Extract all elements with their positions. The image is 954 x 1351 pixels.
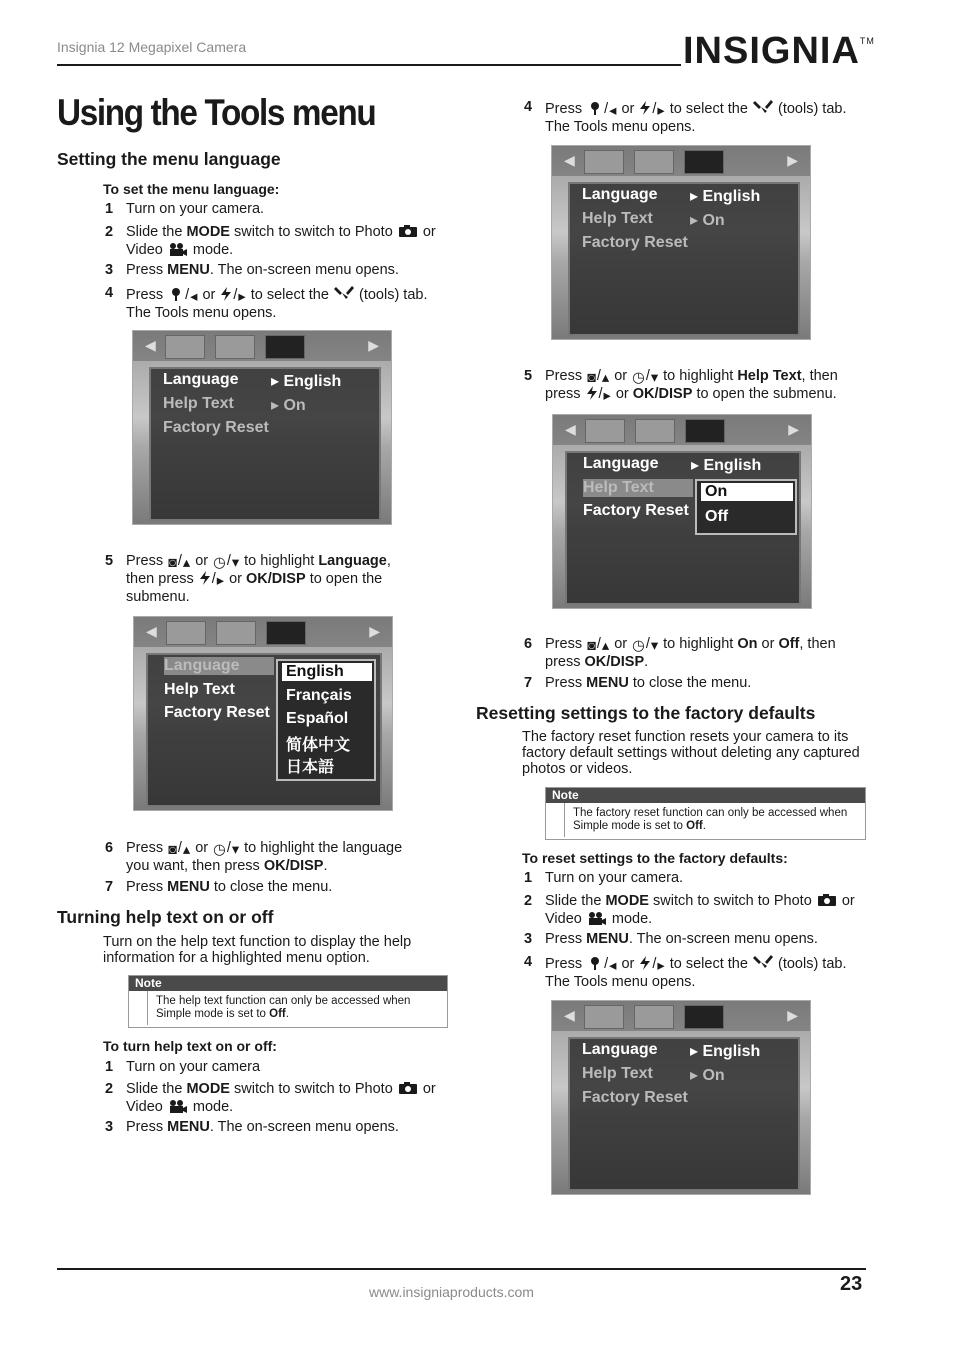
note-heading: Note <box>129 976 447 991</box>
flash-icon <box>220 287 232 305</box>
step-1: 1 Turn on your camera. <box>105 201 265 217</box>
down-arrow-icon: ▾ <box>650 370 659 386</box>
insignia-logo: INSIGNIA™ <box>683 30 875 72</box>
up-arrow-icon: ▴ <box>182 555 191 571</box>
flash-icon <box>639 101 651 119</box>
tools-icon <box>334 285 354 305</box>
video-icon <box>587 911 607 929</box>
flash-icon <box>199 571 211 589</box>
procedure-label-reset: To reset settings to the factory defaults: <box>522 850 788 866</box>
flower-icon <box>168 287 184 305</box>
portrait-icon: ◙ <box>168 842 177 858</box>
factory-reset-intro: The factory reset function resets your camera to its factory default settings without deleting any captured photos or videos. <box>522 729 860 777</box>
footer-rule <box>57 1268 866 1270</box>
help-step-7: 7 Press MENU to close the menu. <box>524 675 752 691</box>
help-step-5: 5 Press ◙/▴ or ◷/▾ to highlight Help Text, then press /▸ or OK/DISP to open the submenu. <box>524 368 838 404</box>
section-heading-factory-reset: Resetting settings to the factory defaults <box>476 703 816 723</box>
camera-icon <box>817 893 837 911</box>
step-5: 5 Press ◙/▴ or ◷/▾ to highlight Language, then press /▸ or OK/DISP to open the submenu. <box>105 553 391 605</box>
procedure-label-language: To set the menu language: <box>103 181 280 197</box>
step-3: 3 Press MENU. The on-screen menu opens. <box>105 262 399 278</box>
right-arrow-icon: ▸ <box>657 958 665 974</box>
camera-screen-help-submenu: ◀ ▶ Language ▸ English Help Text Factory Reset On Off <box>552 414 812 609</box>
help-step-2: 2 Slide the MODE switch to switch to Photo or Video mode. <box>105 1081 436 1115</box>
step-4: 4 Press /◂ or /▸ to select the (tools) tab. The Tools menu opens. <box>105 285 428 321</box>
footer-url: www.insigniaproducts.com <box>369 1284 534 1300</box>
page-title: Using the Tools menu <box>57 92 376 133</box>
camera-screen-tools-menu-2: ◀ ▶ Language ▸ English Help Text ▸ On Factory Reset <box>551 145 811 340</box>
document-title: Insignia 12 Megapixel Camera <box>57 39 247 55</box>
left-arrow-icon: ◂ <box>609 958 617 974</box>
portrait-icon: ◙ <box>587 638 596 654</box>
procedure-label-help: To turn help text on or off: <box>103 1038 277 1054</box>
flash-icon <box>586 386 598 404</box>
page-number: 23 <box>840 1273 863 1295</box>
self-timer-icon: ◷ <box>213 555 226 571</box>
self-timer-icon: ◷ <box>213 842 226 858</box>
down-arrow-icon: ▾ <box>231 555 240 571</box>
step-7: 7 Press MENU to close the menu. <box>105 879 333 895</box>
section-heading-language: Setting the menu language <box>57 149 281 169</box>
step-2: 2 Slide the MODE switch to switch to Photo or Video mode. <box>105 224 436 258</box>
camera-screen-tools-menu-3: ◀ ▶ Language ▸ English Help Text ▸ On Factory Reset <box>551 1000 811 1195</box>
note-heading: Note <box>546 788 865 803</box>
camera-screen-language-submenu: ◀ ▶ Language Help Text Factory Reset English Français Español 简体中文 日本語 <box>133 616 393 811</box>
up-arrow-icon: ▴ <box>182 842 191 858</box>
right-arrow-icon: ▸ <box>216 573 225 589</box>
note-factory-reset <box>545 787 866 840</box>
help-step-1: 1 Turn on your camera <box>105 1059 261 1075</box>
tools-icon <box>753 99 773 119</box>
note-body: The help text function can only be accessed when Simple mode is set to Off. <box>147 991 447 1025</box>
flash-icon <box>639 956 651 974</box>
header-rule <box>57 64 681 66</box>
left-arrow-icon: ◂ <box>190 289 198 305</box>
tools-icon <box>753 954 773 974</box>
note-body: The factory reset function can only be accessed when Simple mode is set to Off. <box>564 803 865 837</box>
camera-screen-tools-menu: ◀ ▶ Language ▸ English Help Text ▸ On Factory Reset <box>132 330 392 525</box>
reset-step-4: 4 Press /◂ or /▸ to select the (tools) tab. The Tools menu opens. <box>524 954 847 990</box>
note-help-text <box>128 975 448 1028</box>
self-timer-icon: ◷ <box>632 638 645 654</box>
reset-step-2: 2 Slide the MODE switch to switch to Photo or Video mode. <box>524 893 855 927</box>
camera-icon <box>398 1081 418 1099</box>
portrait-icon: ◙ <box>168 555 177 571</box>
video-icon <box>168 1099 188 1117</box>
step-6: 6 Press ◙/▴ or ◷/▾ to highlight the language you want, then press OK/DISP. <box>105 840 403 874</box>
right-arrow-icon: ▸ <box>657 103 665 119</box>
reset-step-3: 3 Press MENU. The on-screen menu opens. <box>524 931 818 947</box>
camera-icon <box>398 224 418 242</box>
left-arrow-icon: ◂ <box>609 103 617 119</box>
down-arrow-icon: ▾ <box>650 638 659 654</box>
flower-icon <box>587 956 603 974</box>
right-arrow-icon: ▸ <box>603 388 611 404</box>
right-arrow-icon: ▸ <box>238 289 246 305</box>
help-step-3: 3 Press MENU. The on-screen menu opens. <box>105 1119 399 1135</box>
up-arrow-icon: ▴ <box>601 638 610 654</box>
help-step-4: 4 Press /◂ or /▸ to select the (tools) tab. The Tools menu opens. <box>524 99 847 135</box>
section-heading-help-text: Turning help text on or off <box>57 907 274 927</box>
video-icon <box>168 242 188 260</box>
help-text-intro: Turn on the help text function to display the help information for a highlighted menu option. <box>103 934 412 966</box>
self-timer-icon: ◷ <box>632 370 645 386</box>
reset-step-1: 1 Turn on your camera. <box>524 870 684 886</box>
down-arrow-icon: ▾ <box>231 842 240 858</box>
help-step-6: 6 Press ◙/▴ or ◷/▾ to highlight On or Off, then press OK/DISP. <box>524 636 836 670</box>
flower-icon <box>587 101 603 119</box>
up-arrow-icon: ▴ <box>601 370 610 386</box>
portrait-icon: ◙ <box>587 370 596 386</box>
